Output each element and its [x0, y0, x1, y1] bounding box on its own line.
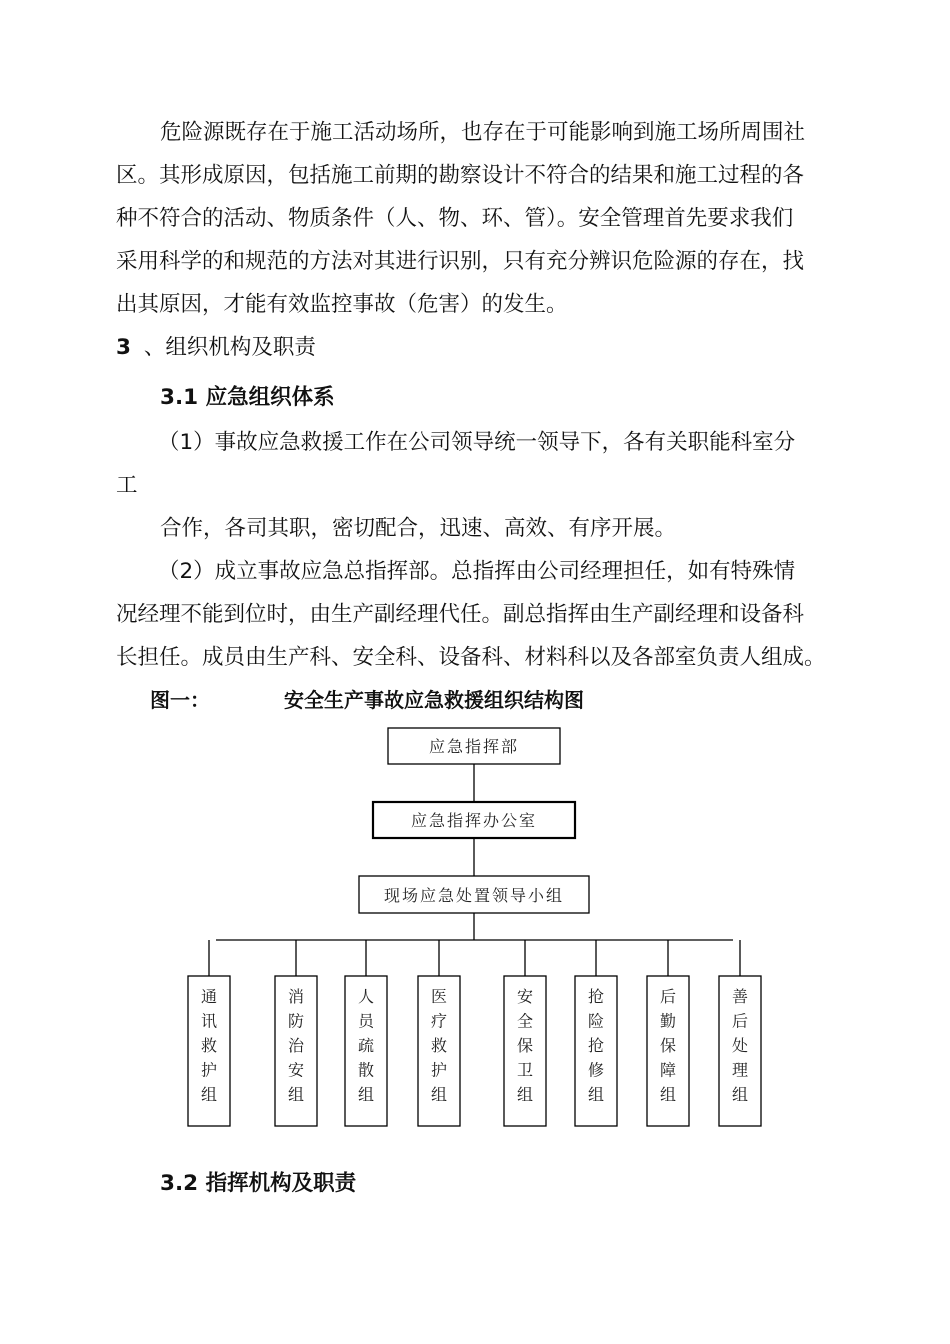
group-label-6: 抢险抢修组	[587, 987, 605, 1104]
item-2-line-1: （2）成立事故应急总指挥部。总指挥由公司经理担任，如有特殊情	[158, 559, 796, 584]
group-label-3: 人员疏散组	[357, 987, 375, 1104]
org-label-level2: 应急指挥办公室	[410, 811, 538, 830]
paragraph-line-5: 出其原因，才能有效监控事故（危害）的发生。	[116, 292, 568, 317]
section-3-number: 3	[116, 335, 131, 360]
group-label-5: 安全保卫组	[516, 987, 534, 1104]
org-label-level1: 应急指挥部	[428, 737, 520, 756]
group-label-2: 消防治安组	[287, 987, 305, 1104]
group-label-7: 后勤保障组	[659, 987, 677, 1104]
item-1-line-2: 工	[116, 473, 138, 498]
item-2-line-3: 长担任。成员由生产科、安全科、设备科、材料科以及各部室负责人组成。	[116, 645, 826, 670]
section-3-2-heading: 3.2 指挥机构及职责	[160, 1171, 357, 1196]
group-label-8: 善后处理组	[731, 987, 749, 1104]
figure-label: 图一：	[150, 688, 210, 712]
item-1-line-3: 合作，各司其职，密切配合，迅速、高效、有序开展。	[160, 516, 677, 541]
paragraph-line-1: 危险源既存在于施工活动场所，也存在于可能影响到施工场所周围社	[160, 120, 806, 145]
paragraph-line-4: 采用科学的和规范的方法对其进行识别，只有充分辨识危险源的存在，找	[116, 249, 805, 274]
section-3-1-heading: 3.1 应急组织体系	[160, 385, 335, 410]
item-2-line-2: 况经理不能到位时，由生产副经理代任。副总指挥由生产副经理和设备科	[116, 602, 805, 627]
group-label-1: 通讯救护组	[200, 987, 218, 1104]
section-3-title: 、组织机构及职责	[143, 335, 316, 360]
group-label-4: 医疗救护组	[430, 987, 448, 1104]
item-1-line-1: （1）事故应急救援工作在公司领导统一领导下，各有关职能科室分	[158, 430, 796, 455]
paragraph-line-2: 区。其形成原因，包括施工前期的勘察设计不符合的结果和施工过程的各	[116, 163, 805, 188]
figure-title: 安全生产事故应急救援组织结构图	[284, 688, 584, 712]
paragraph-line-3: 种不符合的活动、物质条件（人、物、环、管）。安全管理首先要求我们	[116, 206, 794, 231]
org-label-level3: 现场应急处置领导小组	[383, 886, 565, 905]
